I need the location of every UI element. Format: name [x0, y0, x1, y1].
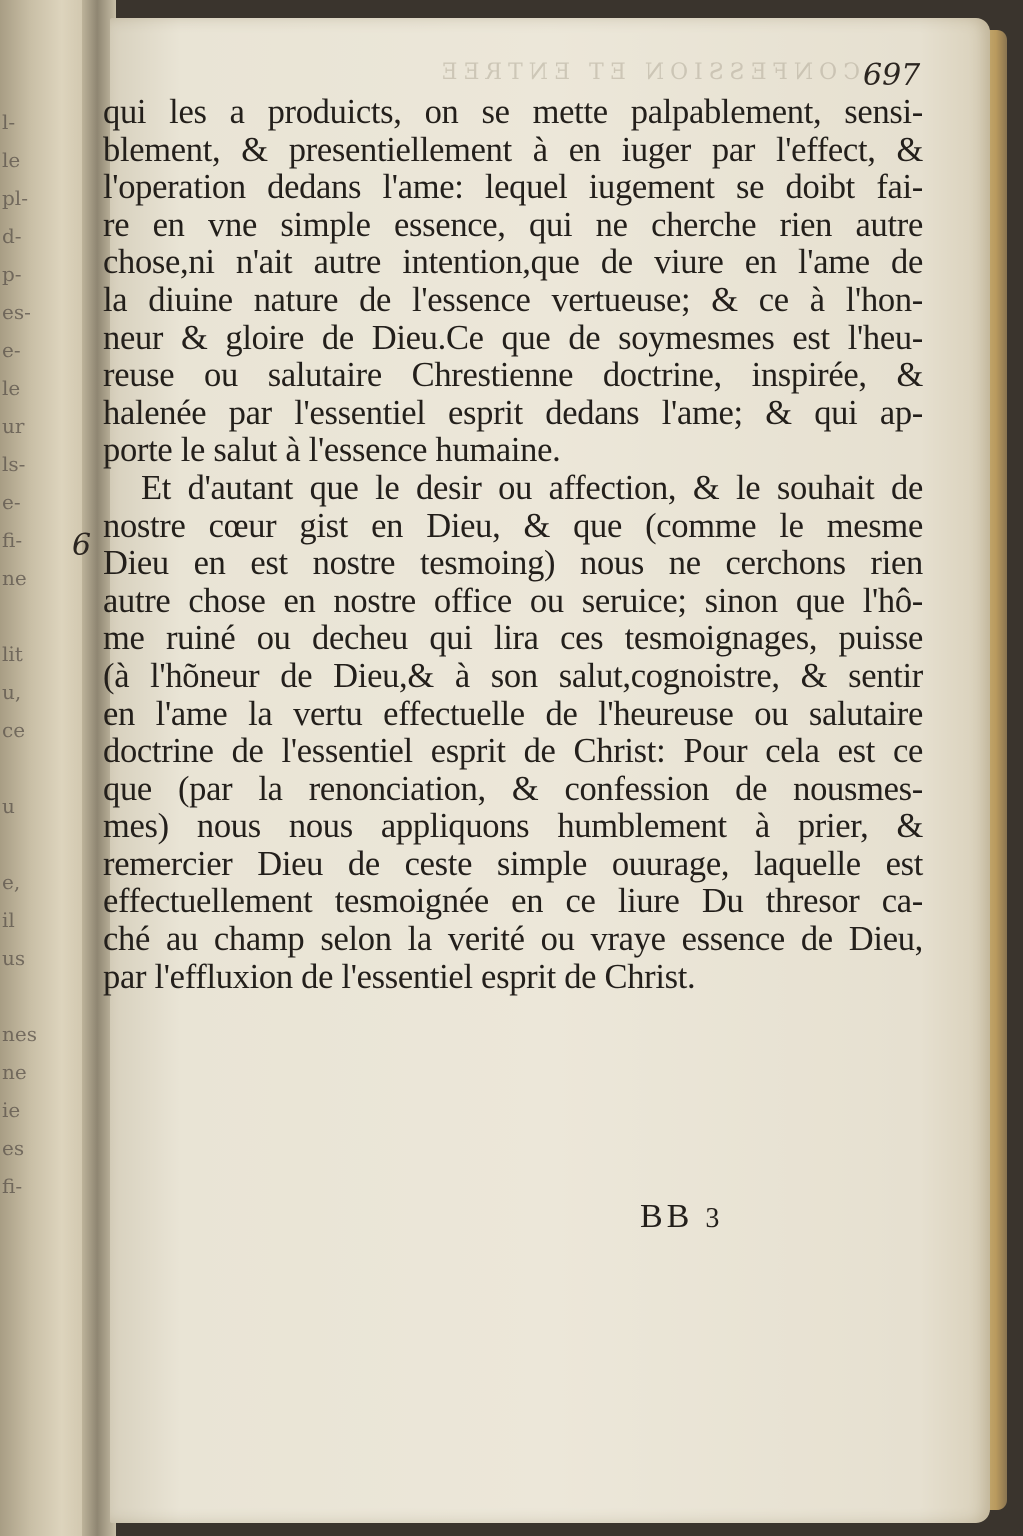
margin-fragment: ne: [2, 1060, 27, 1084]
text-line: effectuellement tesmoignée en ce liure Du thresor ca-: [103, 882, 923, 921]
text-line: chose,ni n'ait autre intention,que de viure en l'ame de: [103, 243, 923, 282]
printer-signature: [640, 1198, 723, 1236]
text-line: ché au champ selon la verité ou vraye essence de Dieu,: [103, 920, 923, 959]
signature-letters: BB: [640, 1198, 694, 1235]
margin-fragment: le: [2, 376, 21, 400]
margin-fragment: d-: [2, 224, 22, 248]
text-line: mes) nous nous appliquons humblement à prier, &: [103, 807, 923, 846]
text-line: qui les a produicts, on se mette palpablement, sensi-: [103, 93, 923, 131]
text-line: que (par la renonciation, & confession de nousmes-: [103, 769, 923, 808]
text-line: la diuine nature de l'essence vertueuse; & ce à l'hon-: [103, 280, 923, 319]
text-line: (à l'hõneur de Dieu,& à son salut,cognoistre, & sentir: [103, 656, 923, 695]
text-line: nostre cœur gist en Dieu, & que (comme le mesme: [103, 506, 923, 545]
margin-fragment: lit: [2, 642, 23, 666]
text-line: en l'ame la vertu effectuelle de l'heureuse ou salutaire: [103, 694, 923, 733]
text-line: re en vne simple essence, qui ne cherche rien autre: [103, 205, 923, 244]
margin-fragment: le: [2, 148, 21, 172]
text-line: Dieu en est nostre tesmoing) nous ne cerchons rien: [103, 544, 923, 583]
text-line: porte le salut à l'essence humaine.: [103, 431, 561, 470]
margin-fragment: p-: [2, 262, 22, 286]
margin-fragment: u,: [2, 680, 22, 704]
previous-page-edge: [0, 0, 88, 1536]
margin-fragment: ie: [2, 1098, 21, 1122]
body-text: [103, 94, 923, 996]
text-line: halenée par l'essentiel esprit dedans l'ame; & qui ap-: [103, 393, 923, 432]
text-line: doctrine de l'essentiel esprit de Christ: Pour cela est ce: [103, 732, 923, 771]
margin-fragment: ne: [2, 566, 27, 590]
margin-fragment: es-: [2, 300, 31, 324]
margin-fragment: es: [2, 1136, 25, 1160]
text-line: Et d'autant que le desir ou affection, & le souhait de: [141, 468, 923, 507]
margin-fragment: fi-: [2, 528, 23, 552]
text-line: blement, & presentiellement à en iuger par l'effect, &: [103, 130, 923, 169]
margin-fragment: l-: [2, 110, 16, 134]
margin-fragment: ls-: [2, 452, 26, 476]
text-line: me ruiné ou decheu qui lira ces tesmoignages, puisse: [103, 619, 923, 658]
margin-fragment: ce: [2, 718, 26, 742]
margin-fragment: nes: [2, 1022, 37, 1046]
margin-fragment: pl-: [2, 186, 28, 210]
margin-fragment: e-: [2, 490, 21, 514]
text-line: l'operation dedans l'ame: lequel iugement se doibt fai-: [103, 168, 923, 207]
margin-fragment: u: [2, 794, 15, 818]
text-line: reuse ou salutaire Chrestienne doctrine, inspirée, &: [103, 356, 923, 395]
margin-fragment: e,: [2, 870, 21, 894]
page-number: 697: [863, 58, 921, 93]
margin-fragment: ur: [2, 414, 25, 438]
show-through-running-head: CONFESSION ET ENTREE: [435, 60, 860, 85]
margin-fragment: e-: [2, 338, 21, 362]
text-line: remercier Dieu de ceste simple ouurage, laquelle est: [103, 844, 923, 883]
margin-fragment: fi-: [2, 1174, 23, 1198]
text-line: autre chose en nostre office ou seruice; sinon que l'hô-: [103, 581, 923, 620]
text-line: par l'effluxion de l'essentiel esprit de Christ.: [103, 957, 696, 996]
section-number: 6: [72, 528, 92, 563]
signature-number: 3: [705, 1203, 724, 1234]
margin-fragment: il: [2, 908, 15, 932]
margin-fragment: us: [2, 946, 26, 970]
text-line: neur & gloire de Dieu.Ce que de soymesmes est l'heu-: [103, 318, 923, 357]
